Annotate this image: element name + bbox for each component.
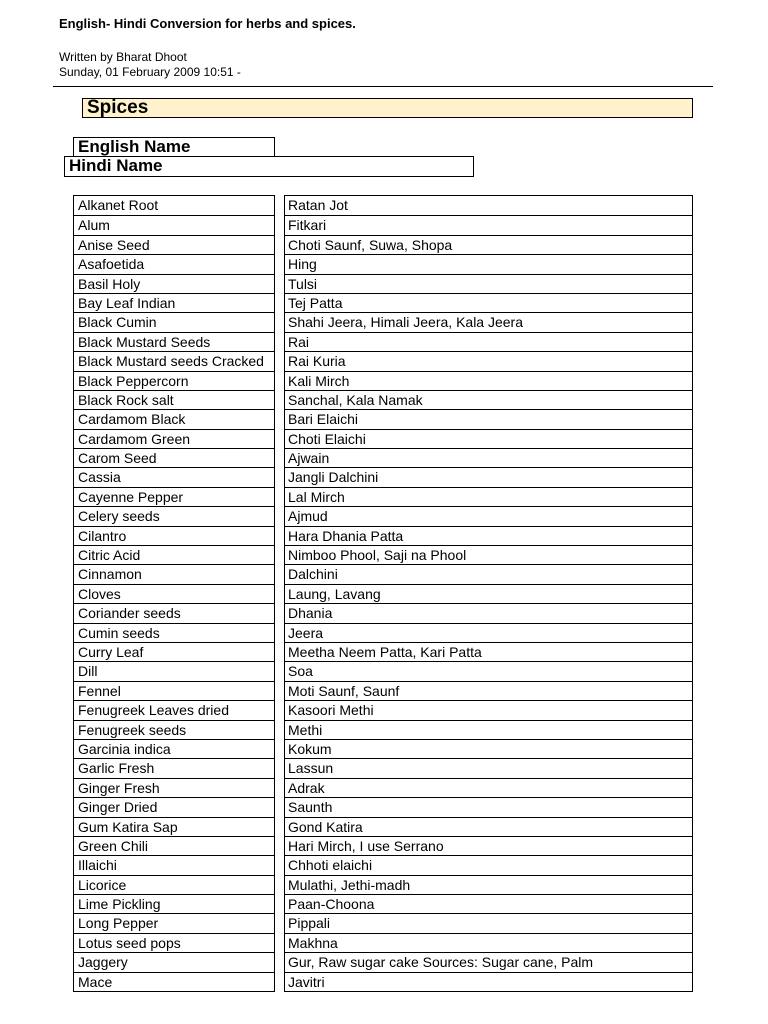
hindi-name-cell: Sanchal, Kala Namak	[285, 390, 692, 409]
hindi-name-cell: Tulsi	[285, 274, 692, 293]
english-name-cell: Celery seeds	[74, 506, 274, 525]
hindi-name-cell: Jeera	[285, 623, 692, 642]
english-name-cell: Black Peppercorn	[74, 371, 274, 390]
hindi-name-cell: Javitri	[285, 972, 692, 991]
hindi-name-cell: Choti Saunf, Suwa, Shopa	[285, 235, 692, 254]
english-name-column	[73, 195, 275, 992]
english-name-cell: Coriander seeds	[74, 603, 274, 622]
hindi-name-cell: Tej Patta	[285, 293, 692, 312]
date-line: Sunday, 01 February 2009 10:51 -	[59, 65, 241, 79]
english-name-cell: Cumin seeds	[74, 623, 274, 642]
section-heading-box	[82, 98, 693, 118]
hindi-name-cell: Laung, Lavang	[285, 584, 692, 603]
hindi-name-cell: Kokum	[285, 739, 692, 758]
hindi-name-cell: Gond Katira	[285, 817, 692, 836]
hindi-name-cell: Ajwain	[285, 448, 692, 467]
english-name-cell: Licorice	[74, 875, 274, 894]
english-name-cell: Bay Leaf Indian	[74, 293, 274, 312]
hindi-name-cell: Fitkari	[285, 215, 692, 234]
hindi-name-cell: Makhna	[285, 933, 692, 952]
english-name-cell: Alkanet Root	[78, 197, 159, 213]
english-name-cell: Lotus seed pops	[74, 933, 274, 952]
column-header-english: English Name	[73, 137, 275, 157]
hindi-name-cell: Lal Mirch	[285, 487, 692, 506]
english-name-cell: Fenugreek Leaves dried	[74, 700, 274, 719]
hindi-name-cell: Jangli Dalchini	[285, 467, 692, 486]
english-name-cell: Gum Katira Sap	[74, 817, 274, 836]
hindi-name-cell: Ajmud	[285, 506, 692, 525]
hindi-name-cell: Kali Mirch	[285, 371, 692, 390]
english-name-cell: Basil Holy	[74, 274, 274, 293]
english-name-cell: Cinnamon	[74, 564, 274, 583]
english-name-cell: Mace	[74, 972, 274, 991]
hindi-name-cell: Kasoori Methi	[285, 700, 692, 719]
hindi-name-cell: Meetha Neem Patta, Kari Patta	[285, 642, 692, 661]
english-name-cell: Dill	[74, 661, 274, 680]
document-title: English- Hindi Conversion for herbs and spices.	[59, 16, 356, 31]
hindi-name-cell: Mulathi, Jethi-madh	[285, 875, 692, 894]
english-name-cell: Asafoetida	[74, 254, 274, 273]
hindi-name-cell: Paan-Choona	[285, 894, 692, 913]
hindi-name-cell: Bari Elaichi	[285, 409, 692, 428]
hindi-name-cell: Methi	[285, 720, 692, 739]
hindi-name-column	[284, 195, 693, 992]
english-name-cell: Lime Pickling	[74, 894, 274, 913]
english-name-cell: Illaichi	[74, 855, 274, 874]
hindi-name-cell: Choti Elaichi	[285, 429, 692, 448]
english-name-cell: Ginger Fresh	[74, 778, 274, 797]
hindi-name-cell: Rai	[285, 332, 692, 351]
english-name-cell: Green Chili	[74, 836, 274, 855]
english-name-cell: Cloves	[74, 584, 274, 603]
english-name-cell: Cardamom Green	[74, 429, 274, 448]
english-name-cell: Carom Seed	[74, 448, 274, 467]
hindi-name-cell: Moti Saunf, Saunf	[285, 681, 692, 700]
hindi-name-cell: Hari Mirch, I use Serrano	[285, 836, 692, 855]
hindi-name-cell: Adrak	[285, 778, 692, 797]
english-name-cell: Anise Seed	[74, 235, 274, 254]
column-header-hindi: Hindi Name	[64, 156, 474, 177]
english-name-cell: Black Mustard Seeds	[74, 332, 274, 351]
english-name-cell: Cayenne Pepper	[74, 487, 274, 506]
section-title: Spices	[87, 97, 149, 118]
english-name-cell: Fenugreek seeds	[74, 720, 274, 739]
english-name-cell: Alum	[74, 215, 274, 234]
hindi-name-cell: Nimboo Phool, Saji na Phool	[285, 545, 692, 564]
hindi-name-cell: Dhania	[285, 603, 692, 622]
hindi-name-cell: Hara Dhania Patta	[285, 526, 692, 545]
hindi-name-cell: Pippali	[285, 913, 692, 932]
author-line: Written by Bharat Dhoot	[59, 50, 187, 64]
hindi-name-cell: Chhoti elaichi	[285, 855, 692, 874]
header-divider	[53, 86, 713, 87]
hindi-name-cell: Gur, Raw sugar cake Sources: Sugar cane, Palm	[285, 952, 692, 971]
english-name-cell: Citric Acid	[74, 545, 274, 564]
english-name-cell: Black Cumin	[74, 312, 274, 331]
hindi-name-cell: Hing	[285, 254, 692, 273]
english-name-cell: Jaggery	[74, 952, 274, 971]
english-name-cell: Curry Leaf	[74, 642, 274, 661]
english-name-cell: Garcinia indica	[74, 739, 274, 758]
english-name-cell: Black Rock salt	[74, 390, 274, 409]
english-name-cell: Fennel	[74, 681, 274, 700]
hindi-name-cell: Soa	[285, 661, 692, 680]
english-name-cell: Cilantro	[74, 526, 274, 545]
english-name-cell: Long Pepper	[74, 913, 274, 932]
hindi-name-cell: Ratan Jot	[288, 197, 348, 213]
hindi-name-cell: Dalchini	[285, 564, 692, 583]
hindi-name-cell: Saunth	[285, 797, 692, 816]
hindi-name-cell: Lassun	[285, 758, 692, 777]
hindi-name-cell: Rai Kuria	[285, 351, 692, 370]
english-name-cell: Cardamom Black	[74, 409, 274, 428]
english-name-cell: Black Mustard seeds Cracked	[74, 351, 274, 370]
english-name-cell: Ginger Dried	[74, 797, 274, 816]
hindi-name-cell: Shahi Jeera, Himali Jeera, Kala Jeera	[285, 312, 692, 331]
english-name-cell: Garlic Fresh	[74, 758, 274, 777]
english-name-cell: Cassia	[74, 467, 274, 486]
